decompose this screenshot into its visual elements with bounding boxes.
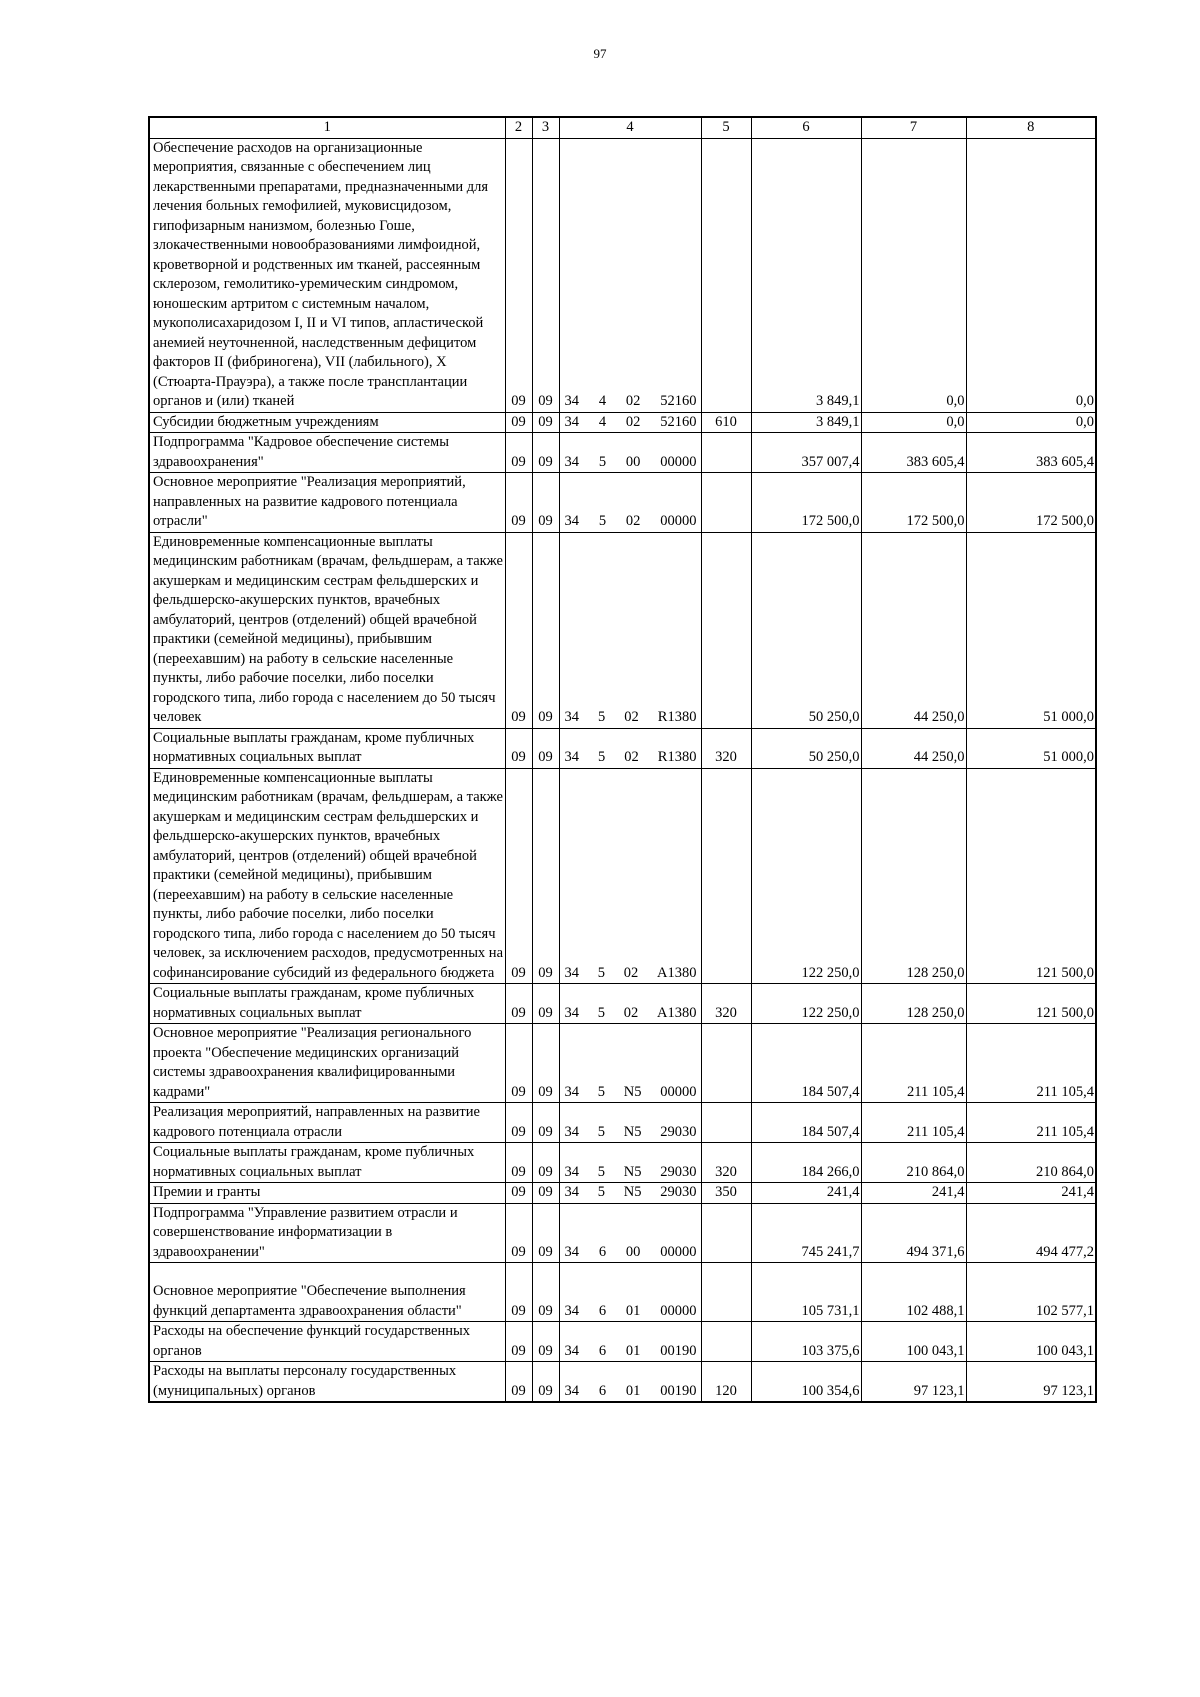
expense-type-code: 320: [701, 984, 751, 1024]
table-row: [149, 473, 1096, 533]
amount-year-3: 210 864,0: [966, 1143, 1096, 1183]
target-article-code: [559, 532, 701, 728]
target-article-code: [559, 728, 701, 768]
amount-year-2: 494 371,6: [861, 1203, 966, 1263]
amount-year-2: 172 500,0: [861, 473, 966, 533]
subsection-code: 09: [532, 473, 559, 533]
target-article-part: 02: [623, 1004, 639, 1021]
header-cell: 8: [966, 117, 1096, 138]
expense-type-code: 320: [701, 1143, 751, 1183]
amount-year-1: 50 250,0: [751, 532, 861, 728]
section-code: 09: [505, 728, 532, 768]
section-code: 09: [505, 473, 532, 533]
target-article-part: 5: [598, 513, 607, 529]
target-article-code: [559, 1183, 701, 1204]
header-cell: 6: [751, 117, 861, 138]
table-row: [149, 1263, 1096, 1322]
section-code: 09: [505, 1103, 532, 1143]
section-code: 09: [505, 768, 532, 984]
target-article-part: 01: [625, 1382, 641, 1399]
amount-year-1: 3 849,1: [751, 138, 861, 412]
amount-year-3: 211 105,4: [966, 1103, 1096, 1143]
table-row: [149, 1024, 1096, 1103]
amount-year-2: 128 250,0: [861, 768, 966, 984]
target-article-code: [559, 473, 701, 533]
amount-year-1: 122 250,0: [751, 984, 861, 1024]
subsection-code: 09: [532, 1024, 559, 1103]
subsection-code: 09: [532, 1203, 559, 1263]
row-name: Единовременные компенсационные выплаты медицинским работникам (врачам, фельдшерам, а также акушеркам и медицинским сестрам фельдшерских и фельдшерско-акушерских пунктов, врачебных амбулаторий, центров (отделений) общей врачебной практики (семейной медицины), прибывшим (переехавшим) на работу в сельские населенные пункты, либо рабочие поселки, либо поселки городского типа, либо города с населением до 50 тысяч человек: [149, 532, 505, 728]
target-article-part: 5: [597, 1184, 605, 1200]
target-article-part: 34: [564, 1184, 579, 1200]
row-name: Подпрограмма "Управление развитием отрасли и совершенствование информатизации в здравоохранении": [149, 1203, 505, 1263]
target-article-part: 00000: [660, 513, 697, 529]
target-article-code: [559, 768, 701, 984]
subsection-code: 09: [532, 1183, 559, 1204]
page-number: 97: [593, 46, 607, 61]
subsection-code: 09: [532, 412, 559, 433]
target-article-part: 34: [564, 513, 579, 529]
target-article-part: 5: [597, 1163, 605, 1180]
target-article-part: 00190: [660, 1382, 697, 1399]
target-article-part: 00: [625, 1243, 641, 1260]
amount-year-3: 0,0: [966, 138, 1096, 412]
target-article-part: 00000: [660, 1243, 697, 1260]
amount-year-2: 210 864,0: [861, 1143, 966, 1183]
subsection-code: 09: [532, 433, 559, 473]
amount-year-1: 184 507,4: [751, 1024, 861, 1103]
expense-type-code: 350: [701, 1183, 751, 1204]
target-article-part: 5: [597, 1083, 605, 1100]
expense-type-code: 120: [701, 1362, 751, 1403]
amount-year-3: 0,0: [966, 412, 1096, 433]
row-name: Социальные выплаты гражданам, кроме публичных нормативных социальных выплат: [149, 1143, 505, 1183]
amount-year-3: 97 123,1: [966, 1362, 1096, 1403]
section-code: 09: [505, 1263, 532, 1322]
target-article-part: R1380: [657, 709, 697, 725]
subsection-code: 09: [532, 1322, 559, 1362]
header-cell: 7: [861, 117, 966, 138]
amount-year-2: 100 043,1: [861, 1322, 966, 1362]
amount-year-1: 172 500,0: [751, 473, 861, 533]
amount-year-1: 745 241,7: [751, 1203, 861, 1263]
subsection-code: 09: [532, 1103, 559, 1143]
target-article-part: A1380: [657, 964, 697, 981]
subsection-code: 09: [532, 984, 559, 1024]
header-cell: 4: [559, 117, 701, 138]
amount-year-3: 211 105,4: [966, 1024, 1096, 1103]
table-row: [149, 984, 1096, 1024]
target-article-part: 34: [564, 1243, 579, 1260]
subsection-code: 09: [532, 1143, 559, 1183]
row-name: Расходы на обеспечение функций государственных органов: [149, 1322, 505, 1362]
target-article-part: R1380: [657, 749, 697, 765]
amount-year-3: 494 477,2: [966, 1203, 1096, 1263]
target-article-part: 01: [625, 1342, 641, 1359]
target-article-part: 00: [625, 453, 641, 470]
amount-year-2: 102 488,1: [861, 1263, 966, 1322]
row-name: Основное мероприятие "Реализация регионального проекта "Обеспечение медицинских организаций системы здравоохранения квалифицированными кадрами": [149, 1024, 505, 1103]
target-article-part: N5: [623, 1083, 642, 1100]
target-article-part: N5: [623, 1163, 642, 1180]
section-code: 09: [505, 1362, 532, 1403]
target-article-part: 34: [564, 1163, 579, 1180]
target-article-code: [559, 1103, 701, 1143]
row-name: Реализация мероприятий, направленных на развитие кадрового потенциала отрасли: [149, 1103, 505, 1143]
amount-year-1: 122 250,0: [751, 768, 861, 984]
amount-year-1: 184 266,0: [751, 1143, 861, 1183]
target-article-part: N5: [623, 1123, 642, 1140]
target-article-part: 34: [564, 964, 579, 981]
target-article-part: 4: [598, 413, 607, 430]
target-article-part: A1380: [657, 1004, 697, 1021]
target-article-part: 34: [564, 1123, 579, 1140]
target-article-part: 5: [598, 453, 607, 470]
table-row: [149, 728, 1096, 768]
target-article-part: 5: [597, 964, 605, 981]
expense-type-code: [701, 532, 751, 728]
amount-year-2: 128 250,0: [861, 984, 966, 1024]
expense-type-code: [701, 1024, 751, 1103]
amount-year-2: 44 250,0: [861, 532, 966, 728]
expense-type-code: [701, 433, 751, 473]
table-row: [149, 532, 1096, 728]
target-article-code: [559, 1203, 701, 1263]
target-article-part: 02: [625, 513, 641, 529]
table-row: [149, 1183, 1096, 1204]
amount-year-1: 241,4: [751, 1183, 861, 1204]
target-article-part: 34: [564, 453, 579, 470]
subsection-code: 09: [532, 1362, 559, 1403]
expense-type-code: [701, 1103, 751, 1143]
table-row: [149, 768, 1096, 984]
expense-type-code: [701, 1263, 751, 1322]
target-article-part: 6: [598, 1342, 607, 1359]
section-code: 09: [505, 984, 532, 1024]
row-name: Субсидии бюджетным учреждениям: [149, 412, 505, 433]
amount-year-2: 241,4: [861, 1183, 966, 1204]
subsection-code: 09: [532, 1263, 559, 1322]
table-row: [149, 1203, 1096, 1263]
table-row: [149, 1362, 1096, 1403]
subsection-code: 09: [532, 138, 559, 412]
target-article-part: 34: [564, 1302, 579, 1319]
target-article-code: [559, 1322, 701, 1362]
target-article-code: [559, 138, 701, 412]
section-code: 09: [505, 412, 532, 433]
header-cell: 1: [149, 117, 505, 138]
table-row: [149, 412, 1096, 433]
target-article-part: 00000: [660, 453, 697, 470]
expense-type-code: 610: [701, 412, 751, 433]
amount-year-3: 51 000,0: [966, 532, 1096, 728]
subsection-code: 09: [532, 768, 559, 984]
section-code: 09: [505, 138, 532, 412]
header-cell: 5: [701, 117, 751, 138]
expense-type-code: 320: [701, 728, 751, 768]
target-article-part: 34: [564, 749, 579, 765]
amount-year-1: 50 250,0: [751, 728, 861, 768]
section-code: 09: [505, 1322, 532, 1362]
row-name: Единовременные компенсационные выплаты медицинским работникам (врачам, фельдшерам, а также акушеркам и медицинским сестрам фельдшерских и фельдшерско-акушерских пунктов, врачебных амбулаторий, центров (отделений) общей врачебной практики (семейной медицины), прибывшим (переехавшим) на работу в сельские населенные пункты, либо рабочие поселки, либо поселки городского типа, либо города с населением до 50 тысяч человек, за исключением расходов, предусмотренных на софинансирование субсидий из федерального бюджета: [149, 768, 505, 984]
target-article-part: 5: [597, 1004, 605, 1021]
subsection-code: 09: [532, 728, 559, 768]
row-name: Основное мероприятие "Обеспечение выполнения функций департамента здравоохранения области": [149, 1263, 505, 1322]
table-row: [149, 433, 1096, 473]
amount-year-1: 105 731,1: [751, 1263, 861, 1322]
target-article-code: [559, 1143, 701, 1183]
subsection-code: 09: [532, 532, 559, 728]
target-article-part: 29030: [660, 1123, 697, 1140]
table-row: [149, 1143, 1096, 1183]
amount-year-3: 383 605,4: [966, 433, 1096, 473]
amount-year-1: 357 007,4: [751, 433, 861, 473]
amount-year-3: 102 577,1: [966, 1263, 1096, 1322]
amount-year-1: 3 849,1: [751, 412, 861, 433]
target-article-part: 34: [564, 1004, 579, 1021]
amount-year-3: 172 500,0: [966, 473, 1096, 533]
row-name: Основное мероприятие "Реализация мероприятий, направленных на развитие кадрового потенциала отрасли": [149, 473, 505, 533]
target-article-part: N5: [623, 1184, 642, 1200]
header-cell: 2: [505, 117, 532, 138]
amount-year-2: 0,0: [861, 412, 966, 433]
section-code: 09: [505, 433, 532, 473]
target-article-part: 6: [598, 1302, 607, 1319]
target-article-part: 34: [564, 1083, 579, 1100]
section-code: 09: [505, 1183, 532, 1204]
section-code: 09: [505, 1143, 532, 1183]
section-code: 09: [505, 1203, 532, 1263]
target-article-code: [559, 1263, 701, 1322]
header-cell: 3: [532, 117, 559, 138]
amount-year-3: 121 500,0: [966, 984, 1096, 1024]
target-article-part: 01: [625, 1302, 641, 1319]
amount-year-2: 0,0: [861, 138, 966, 412]
section-code: 09: [505, 1024, 532, 1103]
amount-year-3: 121 500,0: [966, 768, 1096, 984]
section-code: 09: [505, 532, 532, 728]
row-name: Обеспечение расходов на организационные мероприятия, связанные с обеспечением лиц лекарственными препаратами, предназначенными для лечения больных гемофилией, муковисцидозом, гипофизарным нанизмом, болезнью Гоше, злокачественными новообразованиями лимфоидной, кроветворной и родственных им тканей, рассеянным склерозом, гемолитико-уремическим синдромом, юношеским артритом с системным началом, мукополисахаридозом I, II и VI типов, апластической анемией неуточненной, наследственным дефицитом факторов II (фибриногена), VII (лабильного), X (Стюарта-Прауэра), а также после трансплантации органов и (или) тканей: [149, 138, 505, 412]
expense-type-code: [701, 138, 751, 412]
target-article-part: 52160: [660, 413, 697, 430]
target-article-part: 34: [564, 413, 579, 430]
amount-year-2: 211 105,4: [861, 1024, 966, 1103]
row-name: Социальные выплаты гражданам, кроме публичных нормативных социальных выплат: [149, 728, 505, 768]
target-article-code: [559, 984, 701, 1024]
target-article-part: 6: [598, 1382, 607, 1399]
target-article-code: [559, 1024, 701, 1103]
amount-year-2: 44 250,0: [861, 728, 966, 768]
target-article-code: [559, 433, 701, 473]
target-article-part: 02: [625, 393, 641, 409]
target-article-part: 02: [624, 709, 639, 725]
target-article-part: 4: [598, 393, 607, 409]
target-article-part: 5: [598, 749, 606, 765]
amount-year-1: 184 507,4: [751, 1103, 861, 1143]
row-name: Социальные выплаты гражданам, кроме публичных нормативных социальных выплат: [149, 984, 505, 1024]
target-article-part: 5: [598, 709, 606, 725]
expense-type-code: [701, 768, 751, 984]
target-article-part: 02: [625, 413, 641, 430]
target-article-part: 6: [598, 1243, 607, 1260]
target-article-part: 34: [564, 1382, 579, 1399]
target-article-part: 02: [624, 749, 639, 765]
budget-table: [148, 116, 1097, 1403]
amount-year-2: 383 605,4: [861, 433, 966, 473]
row-name: Подпрограмма "Кадровое обеспечение системы здравоохранения": [149, 433, 505, 473]
target-article-part: 34: [564, 393, 579, 409]
target-article-part: 00000: [660, 1302, 697, 1319]
target-article-part: 52160: [660, 393, 697, 409]
table-row: [149, 1103, 1096, 1143]
row-name: Премии и гранты: [149, 1183, 505, 1204]
target-article-part: 34: [564, 709, 579, 725]
target-article-part: 34: [564, 1342, 579, 1359]
amount-year-3: 100 043,1: [966, 1322, 1096, 1362]
row-name: Расходы на выплаты персоналу государственных (муниципальных) органов: [149, 1362, 505, 1403]
amount-year-1: 103 375,6: [751, 1322, 861, 1362]
target-article-part: 29030: [660, 1184, 697, 1200]
target-article-code: [559, 1362, 701, 1403]
target-article-part: 00190: [660, 1342, 697, 1359]
amount-year-3: 51 000,0: [966, 728, 1096, 768]
amount-year-2: 211 105,4: [861, 1103, 966, 1143]
expense-type-code: [701, 473, 751, 533]
target-article-code: [559, 412, 701, 433]
amount-year-1: 100 354,6: [751, 1362, 861, 1403]
table-row: [149, 138, 1096, 412]
target-article-part: 00000: [660, 1083, 697, 1100]
target-article-part: 02: [623, 964, 639, 981]
amount-year-2: 97 123,1: [861, 1362, 966, 1403]
expense-type-code: [701, 1322, 751, 1362]
target-article-part: 5: [597, 1123, 605, 1140]
amount-year-3: 241,4: [966, 1183, 1096, 1204]
header-row: [149, 117, 1096, 138]
target-article-part: 29030: [660, 1163, 697, 1180]
table-row: [149, 1322, 1096, 1362]
expense-type-code: [701, 1203, 751, 1263]
